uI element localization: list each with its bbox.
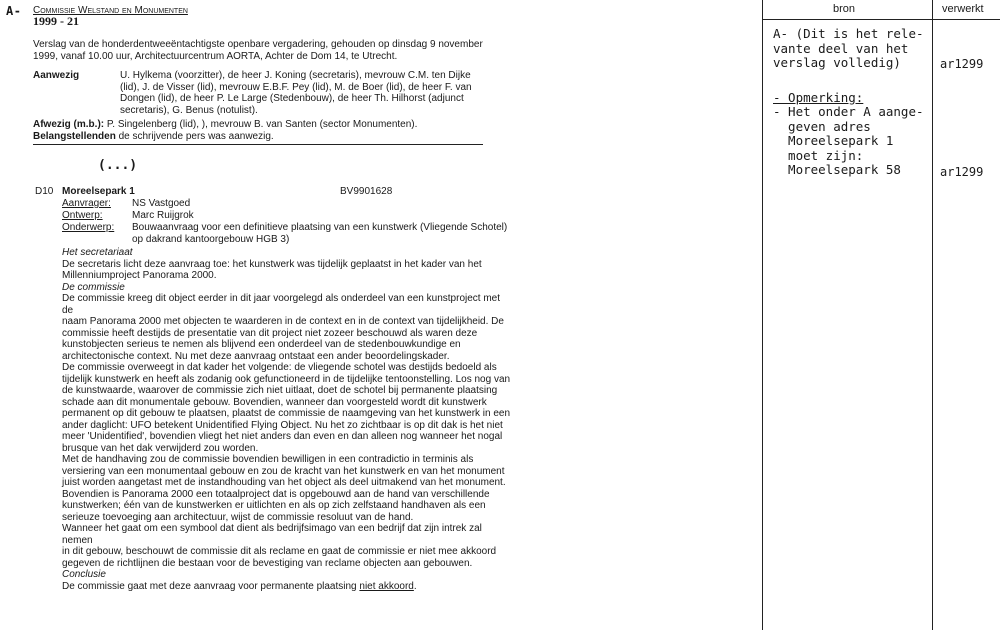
body-line: schade aan dit monumentale gebouw. Bovendien, wanneer dan voorgesteld wordt dit kunstwerk <box>62 396 487 408</box>
note-1-line: vante deel van het <box>773 40 909 56</box>
meta-label: Aanvrager: <box>62 198 111 209</box>
body-line: commissie heeft destijds de presentatie van dit project niet zozeer beschouwd als waren deze <box>62 327 478 339</box>
intro-paragraph <box>33 39 503 62</box>
body-line: de kunstwaarde, waarover de commissie zich niet uitlaat, doet de schotel bij permanente plaatsing <box>62 385 498 396</box>
meta-value: op dakrand kantoorgebouw HGB 3) <box>132 234 290 245</box>
body-line: kunstwerken; één van de kunstwerken er uitlichten en als op zich zelfstaand handhaven als een <box>62 500 486 511</box>
body-line: De secretaris licht deze aanvraag toe: het kunstwerk was tijdelijk geplaatst in het kader van het <box>62 258 482 270</box>
present-line: (lid), J. de Visser (lid), mevrouw E.B.F. Pey (lid), M. de Boer (lid), de heer F. van <box>120 81 472 93</box>
note-2-line: - Het onder A aange- <box>773 104 924 119</box>
note-1-line: verslag volledig) <box>773 55 901 71</box>
stakeholders-label: Belangstellenden <box>33 131 116 142</box>
body-line: ander daglicht: UFO betekent Unidentified Flying Object. Nu het zo zichtbaar is op dit dak is het niet <box>62 419 503 431</box>
body-line: kunstobjecten serieus te nemen als blijvend een onderdeel van de stedenbouwkundige en <box>62 339 461 350</box>
intro-line: Verslag van de honderdentweeëntachtigste openbare vergadering, gehouden op dinsdag 9 november <box>33 39 483 50</box>
body-line: permanent op dit gebouw te plaatsen, plaatst de commissie de naamgeving van het kunstwerk in een <box>62 408 511 419</box>
column-header-bron: bron <box>833 3 856 15</box>
body-line: architectonische context. Nu met deze aanvraag ontstaat een ander beoordelingskader. <box>62 350 450 362</box>
note-1-line: A- (Dit is het rele- <box>773 26 924 41</box>
present-label: Aanwezig <box>33 70 80 81</box>
body-line: De commissie kreeg dit object eerder in dit jaar voorgelegd als onderdeel van een kunstproject met de <box>62 293 501 316</box>
intro-line: 1999, vanaf 10.00 uur, Architectuurcentrum AORTA, Achter de Dom 14, te Utrecht. <box>33 50 398 62</box>
conclusion-end: . <box>413 580 417 592</box>
conclusion-verdict: niet akkoord <box>359 580 414 592</box>
conclusion-line <box>62 581 512 593</box>
note-2-heading: - Opmerking: <box>773 90 864 105</box>
body-line: De commissie overweegt in dat kader het volgende: de vliegende schotel was destijds bedoeld als <box>62 362 497 373</box>
meta-value: Bouwaanvraag voor een definitieve plaatsing van een kunstwerk (Vliegende Schotel) <box>132 222 508 233</box>
section-marker: A- <box>6 4 22 18</box>
meta-value: NS Vastgoed <box>132 198 191 209</box>
body-line: Millenniumproject Panorama 2000. <box>62 270 217 281</box>
commission-name: Commissie Welstand en Monumenten <box>33 5 188 16</box>
omission-ellipsis: (...) <box>98 158 138 173</box>
note-2-line: Moreelsepark 1 <box>773 133 894 149</box>
note-2-line: Moreelsepark 58 <box>773 162 901 178</box>
note-2-reference: ar1299 <box>940 165 984 179</box>
present-list <box>120 70 500 116</box>
meta-value: Marc Ruijgrok <box>132 210 194 221</box>
note-2 <box>773 105 924 178</box>
body-line: meer 'Unidentified', bovendien vliegt het niet anders dan even en dan alleen nog wanneer het nogal <box>62 431 503 442</box>
body-line: serieuze toevoeging aan architectuur, wijst de commissie resoluut van de hand. <box>62 511 414 523</box>
conclusion-text: De commissie gaat met deze aanvraag voor permanente plaatsing <box>62 580 360 592</box>
body-subheading: Het secretariaat <box>62 247 133 258</box>
present-line: Dongen (lid), de heer P. Le Large (Stedenbouw), de heer Th. Hilhorst (adjunct <box>120 93 464 104</box>
absent-row <box>33 119 503 131</box>
absent-text: P. Singelenberg (lid), ), mevrouw B. van Santen (sector Monumenten). <box>106 119 418 130</box>
body-line: versiering van een monumentaal gebouw en zou de kracht van het kunstwerk en van het monument <box>62 465 505 477</box>
document-year: 1999 - 21 <box>33 14 79 28</box>
stakeholders-row <box>33 131 483 145</box>
meta-label: Onderwerp: <box>62 222 115 233</box>
present-line: secretaris), G. Benus (notulist). <box>120 104 258 116</box>
column-header-verwerkt: verwerkt <box>942 3 984 15</box>
note-1-reference: ar1299 <box>940 57 984 71</box>
table-border-left <box>762 0 763 630</box>
absent-label: Afwezig (m.b.): <box>33 119 105 130</box>
body-line: Met de handhaving zou de commissie bovendien bewilligen in een contradictio in terminis als <box>62 454 474 465</box>
stakeholders-text: de schrijvende pers was aanwezig. <box>118 131 274 142</box>
body-line: gegeven de richtlijnen die bestaan voor de bevestiging van reclame objecten aan gebouwen. <box>62 557 473 569</box>
body-line: in dit gebouw, beschouwt de commissie dit als reclame en gaat de commissie er niet mee akkoord <box>62 546 497 557</box>
body-line: juist worden aangetast met de instandhouding van het object als deel uitmakend van het monument. <box>62 477 506 488</box>
item-number: D10 <box>35 186 54 197</box>
note-2-line: moet zijn: <box>773 147 864 163</box>
present-line: U. Hylkema (voorzitter), de heer J. Koning (secretaris), mevrouw C.M. ten Dijke <box>120 70 471 81</box>
table-column-divider <box>932 0 933 630</box>
table-header-rule <box>762 19 1000 20</box>
item-title: Moreelsepark 1 <box>62 186 135 197</box>
item-code: BV9901628 <box>340 186 393 197</box>
body-subheading: De commissie <box>62 281 125 293</box>
note-2-line: geven adres <box>773 118 871 134</box>
body-line: naam Panorama 2000 met objecten te waarderen in de context en in de context van tijdelijkheid. De <box>62 316 504 327</box>
body-subheading: Conclusie <box>62 569 106 580</box>
annotation-table <box>760 0 1000 630</box>
body-lines <box>62 247 512 581</box>
body-line: Wanneer het gaat om een symbool dat dient als bedrijfsimago van een bedrijf dat zijn intrek zal nemen <box>62 523 482 546</box>
meta-label: Ontwerp: <box>62 210 103 221</box>
body-line: tijdelijk kunstwerk en heeft als zodanig ook gefunctioneerd in de tijdelijke tentoonstelling. Los nog van <box>62 373 511 385</box>
item-body <box>62 247 512 592</box>
body-line: brusque van het dak verwijderd zou worden. <box>62 442 259 454</box>
note-1 <box>773 27 924 71</box>
body-line: Bovendien is Panorama 2000 een totaalproject dat is opgebouwd aan de hand van verschillende <box>62 488 490 500</box>
